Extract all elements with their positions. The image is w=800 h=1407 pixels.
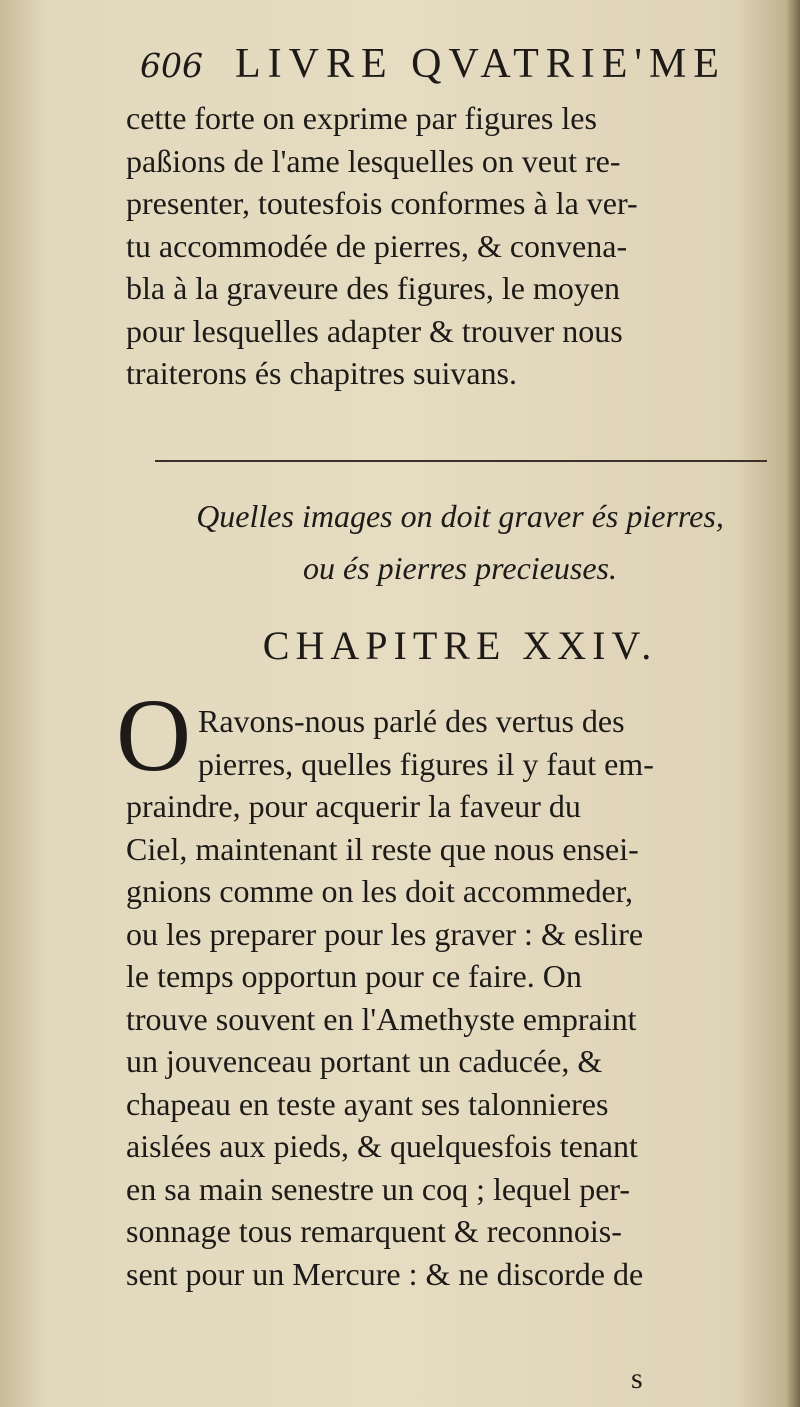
- text-line: bla à la graveure des figures, le moyen: [126, 270, 621, 306]
- text-line: cette forte on exprime par figures les: [126, 100, 597, 136]
- text-line: sent pour un Mercure : & ne discorde de: [126, 1255, 644, 1292]
- text-line: un jouvenceau portant un caducée, &: [126, 1043, 603, 1079]
- text-line: tu accommodée de pierres, & convena-: [126, 227, 628, 264]
- section-divider: [155, 460, 767, 462]
- text-line: gnions comme on les doit accommeder,: [126, 873, 634, 909]
- intro-paragraph: [126, 97, 776, 395]
- section-title-line: ou és pierres precieuses.: [303, 550, 617, 586]
- text-line: ou les preparer pour les graver : & eslire: [126, 915, 644, 952]
- page-header: [140, 40, 780, 100]
- text-line: aislées aux pieds, & quelquesfois tenant: [126, 1128, 638, 1164]
- text-line: en sa main senestre un coq ; lequel per-: [126, 1170, 631, 1207]
- text-line: sonnage tous remarquent & reconnois-: [126, 1213, 622, 1249]
- text-line: praindre, pour acquerir la faveur du: [126, 788, 581, 824]
- signature-mark: s: [631, 1362, 643, 1395]
- text-line: chapeau en teste ayant ses talonnieres: [126, 1085, 609, 1122]
- running-head: LIVRE QVATRIE'ME: [235, 41, 726, 87]
- chapter-paragraph: [126, 700, 776, 1295]
- section-title-line: Quelles images on doit graver és pierres,: [196, 498, 724, 534]
- text-line: Ravons-nous parlé des vertus des: [198, 703, 625, 739]
- section-title: [150, 490, 770, 594]
- chapter-heading: CHAPITRE XXIV.: [262, 623, 658, 668]
- drop-cap: O: [116, 678, 192, 793]
- text-line: trouve souvent en l'Amethyste empraint: [126, 1000, 637, 1037]
- text-line: pierres, quelles figures il y faut em-: [198, 745, 654, 782]
- text-line: traiterons és chapitres suivans.: [126, 355, 517, 391]
- text-line: pour lesquelles adapter & trouver nous: [126, 312, 623, 349]
- page-number: 606: [140, 46, 203, 85]
- text-line: presenter, toutesfois conformes à la ver-: [126, 185, 638, 221]
- text-line: Ciel, maintenant il reste que nous ensei-: [126, 830, 639, 867]
- text-line: le temps opportun pour ce faire. On: [126, 958, 582, 994]
- text-line: paßions de l'ame lesquelles on veut re-: [126, 142, 621, 179]
